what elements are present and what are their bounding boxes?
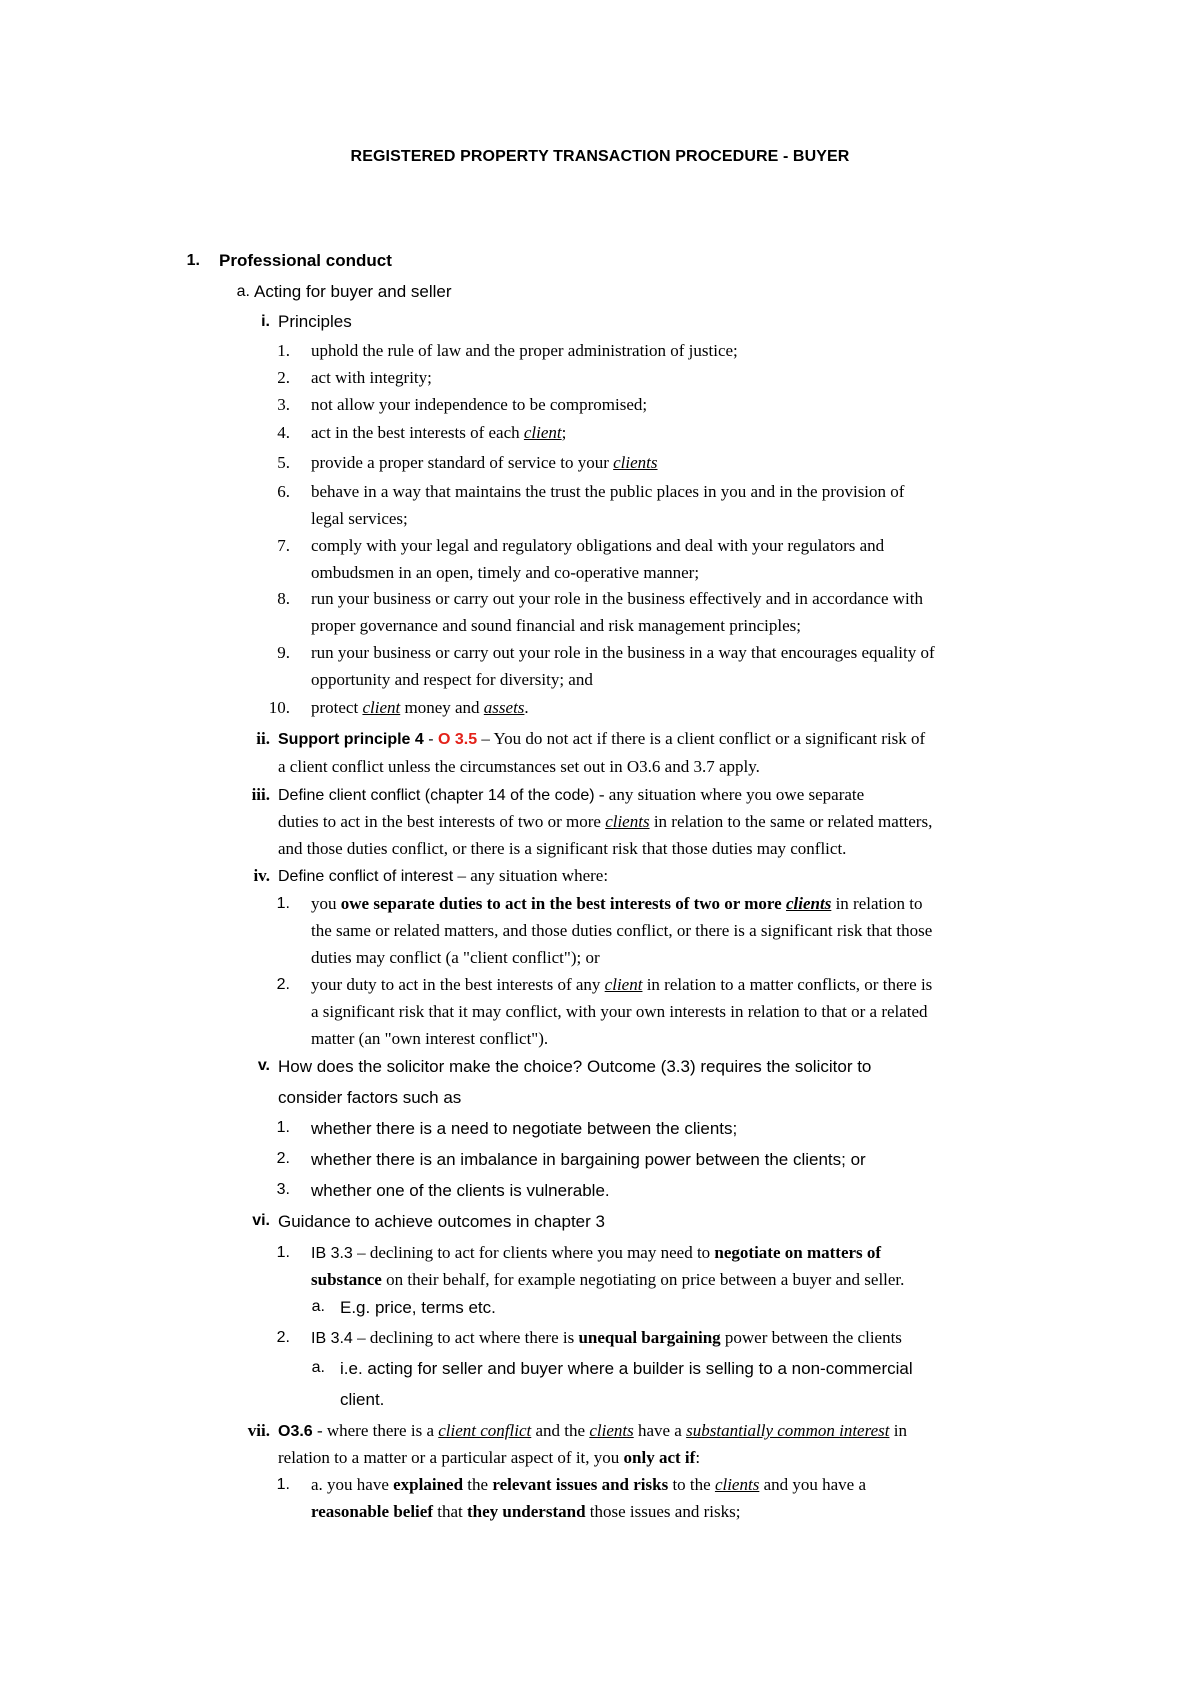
item-text: How does the solicitor make the choice? Outcome (3.3) requires the solicitor to [278,1057,872,1076]
principle-text: comply with your legal and regulatory obligations and deal with your regulators and [311,536,885,555]
list-marker: 4. [277,423,290,442]
item-text: whether one of the clients is vulnerable. [311,1181,610,1200]
item-text: whether there is an imbalance in bargaining power between the clients; or [311,1150,866,1169]
list-marker: 10. [268,698,290,717]
item-text: i.e. acting for seller and buyer where a builder is selling to a non-commercial [340,1359,913,1378]
list-marker: 9. [277,643,290,662]
list-marker: iv. [253,866,270,885]
item-text-cont: reasonable belief that they understand those issues and risks; [311,1502,741,1521]
list-marker: 1. [276,1244,290,1261]
principle-text: uphold the rule of law and the proper administration of justice; [311,341,738,360]
subsection-heading: Acting for buyer and seller [254,282,452,301]
item-text: O3.6 - where there is a client conflict and the clients have a substantially common interest in [278,1421,907,1440]
list-marker: 2. [276,976,290,993]
list-marker: 2. [277,368,290,387]
list-marker: i. [261,313,270,330]
item-text: whether there is a need to negotiate between the clients; [311,1119,738,1138]
list-marker: 2. [276,1150,290,1167]
principle-text: behave in a way that maintains the trust the public places in you and in the provision of [311,482,905,501]
list-marker: iii. [251,785,270,804]
item-text: IB 3.3 – declining to act for clients where you may need to negotiate on matters of [311,1243,882,1262]
list-marker: 1. [276,895,290,912]
page-title: REGISTERED PROPERTY TRANSACTION PROCEDURE - BUYER [350,148,850,165]
item-heading: Principles [278,312,352,331]
list-marker: 1. [186,252,200,269]
list-marker: 1. [277,341,290,360]
list-marker: 3. [277,395,290,414]
list-marker: a. [311,1298,325,1315]
list-marker: 8. [277,589,290,608]
item-text: you owe separate duties to act in the best interests of two or more clients in relation to [311,894,923,913]
principle-text: run your business or carry out your role in the business effectively and in accordance with [311,589,923,608]
list-marker: 1. [276,1476,290,1493]
principle-text: act in the best interests of each client; [311,423,567,442]
item-text-cont: client. [340,1390,385,1409]
item-text-cont: and those duties conflict, or there is a significant risk that those duties may conflict. [278,839,847,858]
list-marker: 5. [277,453,290,472]
item-text-cont: substance on their behalf, for example negotiating on price between a buyer and seller. [311,1270,905,1289]
list-marker: 1. [276,1119,290,1136]
item-text-cont: matter (an "own interest conflict"). [311,1029,549,1048]
item-text-cont: duties may conflict (a "client conflict"); or [311,948,600,967]
list-marker: a. [311,1359,325,1376]
list-marker: 2. [276,1329,290,1346]
list-marker: 7. [277,536,290,555]
item-text: E.g. price, terms etc. [340,1298,496,1317]
list-marker: 3. [276,1181,290,1198]
principle-text-cont: legal services; [311,509,408,528]
item-text: Support principle 4 - O 3.5 – You do not act if there is a client conflict or a significant risk of [278,729,926,748]
item-text: Define client conflict (chapter 14 of the code) - any situation where you owe separate [278,785,865,804]
item-text-cont: a significant risk that it may conflict, with your own interests in relation to that or a related [311,1002,928,1021]
principle-text: act with integrity; [311,368,432,387]
principle-text-cont: opportunity and respect for diversity; and [311,670,593,689]
principle-text: protect client money and assets. [311,698,529,717]
item-text: your duty to act in the best interests of any client in relation to a matter conflicts, or there is [311,975,933,994]
principle-text-cont: ombudsmen in an open, timely and co-operative manner; [311,563,700,582]
item-text: Define conflict of interest – any situation where: [278,866,609,885]
list-marker: vii. [247,1421,270,1440]
item-text: a. you have explained the relevant issues and risks to the clients and you have a [311,1475,867,1494]
list-marker: v. [257,1057,270,1074]
item-text-cont: consider factors such as [278,1088,462,1107]
list-marker: ii. [256,729,270,748]
item-text-cont: duties to act in the best interests of two or more clients in relation to the same or related matters, [278,812,933,831]
item-text-cont: relation to a matter or a particular aspect of it, you only act if: [278,1448,701,1467]
principle-text: provide a proper standard of service to your clients [311,453,658,472]
item-text: Guidance to achieve outcomes in chapter 3 [278,1212,605,1231]
list-marker: 6. [277,482,290,501]
principle-text: run your business or carry out your role in the business in a way that encourages equality of [311,643,935,662]
principle-text: not allow your independence to be compromised; [311,395,648,414]
section-heading: Professional conduct [219,251,392,270]
item-text: IB 3.4 – declining to act where there is unequal bargaining power between the clients [311,1328,902,1347]
item-text-cont: the same or related matters, and those duties conflict, or there is a significant risk that those [311,921,933,940]
item-text-cont: a client conflict unless the circumstances set out in O3.6 and 3.7 apply. [278,757,760,776]
principle-text-cont: proper governance and sound financial and risk management principles; [311,616,801,635]
list-marker: vi. [252,1212,270,1229]
list-marker: a. [236,283,250,300]
